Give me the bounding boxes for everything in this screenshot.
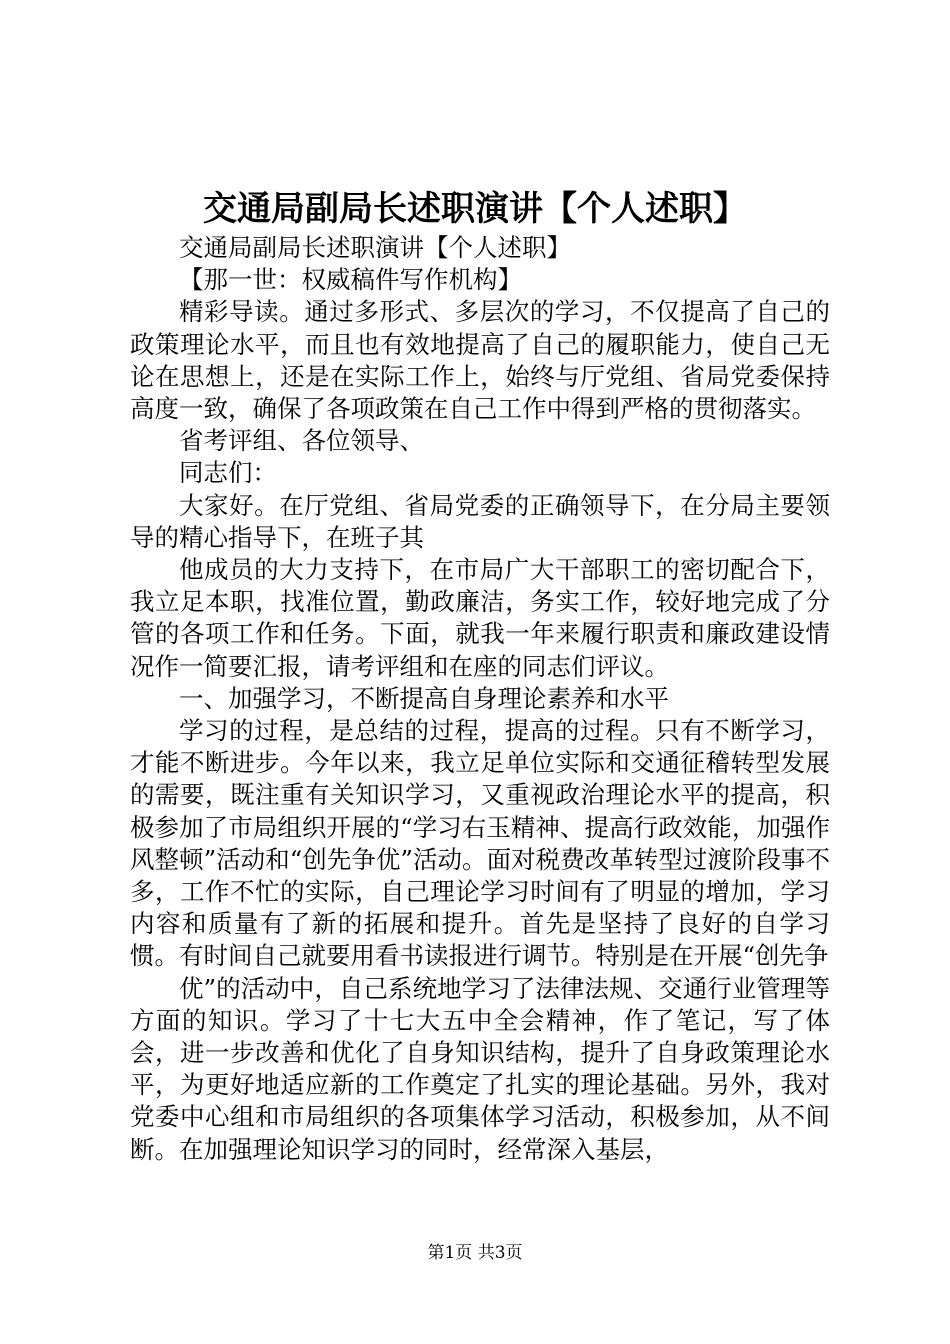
paragraph-subtitle: 交通局副局长述职演讲【个人述职】 — [179, 233, 571, 262]
paragraph-salutation-1: 省考评组、各位领导、 — [179, 426, 424, 456]
paragraph-greeting: 大家好。在厅党组、省局党委的正确领导下，在分局主要领导的精心指导下，在班子其 — [130, 490, 830, 552]
section-heading-1: 一、加强学习，不断提高自身理论素养和水平 — [179, 683, 669, 713]
paragraph-learning: 学习的过程，是总结的过程，提高的过程。只有不断学习，才能不断进步。今年以来，我立足单位实际和交通征稽转型发展的需要，既注重有关知识学习，又重视政治理论水平的提高，积极参加了市局组织开展的“学习右玉精神、提高行政效能，加强作风整顿”活动和“创先争优”活动。面对税费改革转型过渡阶段事不多，工作不忙的实际，自己理论学习时间有了明显的增加，学习内容和质量有了新的拓展和提升。首先是坚持了良好的自学习惯。有时间自己就要用看书读报进行调节。特别是在开展“创先争 — [130, 716, 830, 971]
paragraph-salutation-2: 同志们： — [179, 458, 277, 488]
document-body — [130, 232, 830, 1166]
paragraph-learning-cont: 优”的活动中，自己系统地学习了法律法规、交通行业管理等方面的知识。学习了十七大五中全会精神，作了笔记，写了体会，进一步改善和优化了自身知识结构，提升了自身政策理论水平，为更好地适应新的工作奠定了扎实的理论基础。另外，我对党委中心组和市局组织的各项集体学习活动，积极参加，从不间断。在加强理论知识学习的同时，经常深入基层， — [130, 973, 830, 1164]
paragraph-source: 【那一世：权威稿件写作机构】 — [179, 265, 522, 295]
paragraph-intro: 精彩导读。通过多形式、多层次的学习，不仅提高了自己的政策理论水平，而且也有效地提高了自己的履职能力，使自己无论在思想上，还是在实际工作上，始终与厅党组、省局党委保持高度一致，确保了各项政策在自己工作中得到严格的贯彻落实。 — [130, 297, 830, 424]
page-title: 交通局副局长述职演讲【个人述职】 — [203, 189, 747, 229]
page-footer: 第1页 共3页 — [427, 1243, 523, 1263]
paragraph-summary: 他成员的大力支持下，在市局广大干部职工的密切配合下，我立足本职，找准位置，勤政廉洁，务实工作，较好地完成了分管的各项工作和任务。下面，就我一年来履行职责和廉政建设情况作一简要汇报，请考评组和在座的同志们评议。 — [130, 555, 830, 681]
